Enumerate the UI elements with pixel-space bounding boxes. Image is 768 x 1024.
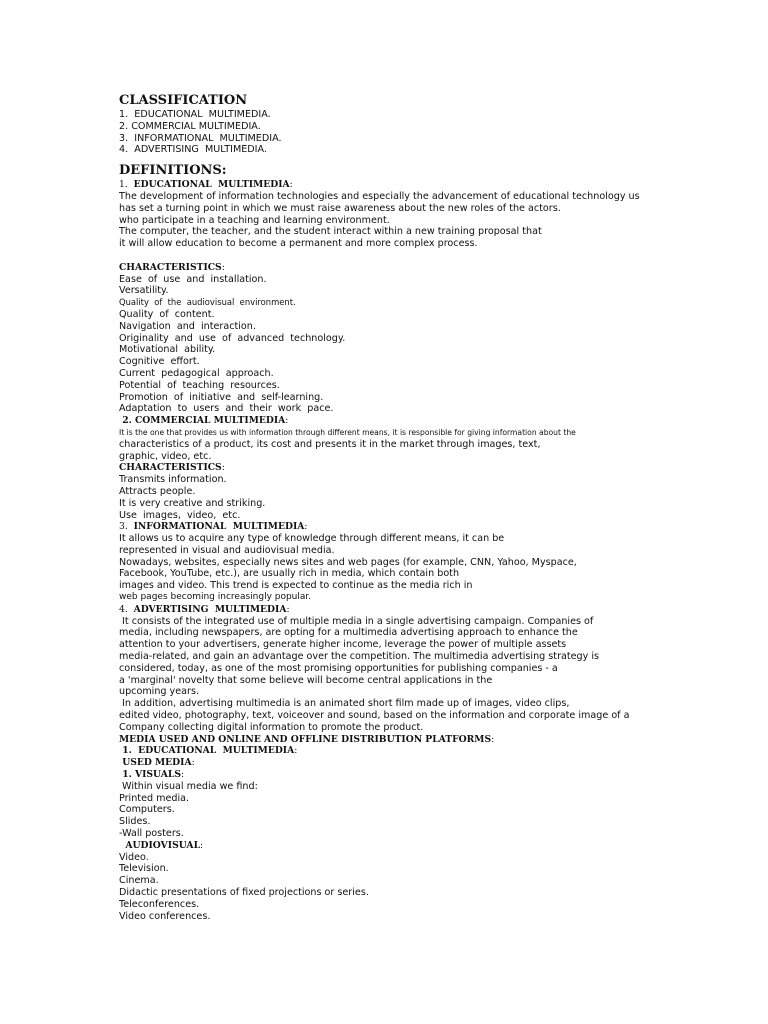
educational-characteristic: Quality of the audiovisual environment. bbox=[119, 297, 296, 308]
classification-item: 2. COMMERCIAL MULTIMEDIA. bbox=[119, 120, 261, 132]
educational-characteristic: Motivational ability. bbox=[119, 344, 216, 356]
colon: : bbox=[191, 757, 195, 769]
definitions-title: DEFINITIONS: bbox=[119, 163, 227, 179]
used-media-text: USED MEDIA bbox=[119, 757, 192, 769]
media-heading bbox=[119, 734, 679, 746]
commercial-characteristic: It is very creative and striking. bbox=[119, 497, 266, 509]
media-subheading-text: 1. EDUCATIONAL MULTIMEDIA bbox=[119, 745, 295, 757]
visuals-text: 1. VISUALS bbox=[119, 769, 182, 781]
educational-characteristic: Ease of use and installation. bbox=[119, 273, 267, 285]
classification-item: 3. INFORMATIONAL MULTIMEDIA. bbox=[119, 132, 282, 144]
visual-item: -Wall posters. bbox=[119, 828, 184, 840]
visuals-heading bbox=[119, 769, 679, 781]
colon: : bbox=[221, 462, 225, 474]
educational-text-line: The development of information technologies and especially the advancement of educational technology us bbox=[119, 190, 640, 202]
colon: : bbox=[294, 745, 298, 757]
informational-text-line: web pages becoming increasingly popular. bbox=[119, 592, 312, 603]
commercial-characteristics-label: CHARACTERISTICS bbox=[119, 462, 222, 474]
educational-heading-text: EDUCATIONAL MULTIMEDIA bbox=[133, 179, 290, 191]
advertising-text-line: attention to your advertisers, generate higher income, leverage the power of multiple assets bbox=[119, 639, 567, 651]
advertising-text-line: a 'marginal' novelty that some believe will become central applications in the bbox=[119, 674, 493, 686]
educational-text-line: The computer, the teacher, and the student interact within a new training proposal that bbox=[119, 226, 542, 238]
audiovisual-item: Cinema. bbox=[119, 875, 159, 887]
informational-heading-text: INFORMATIONAL MULTIMEDIA bbox=[133, 521, 305, 533]
audiovisual-item: Teleconferences. bbox=[119, 898, 200, 910]
audiovisual-item: Video conferences. bbox=[119, 910, 211, 922]
audiovisual-text: AUDIOVISUAL bbox=[119, 839, 201, 851]
educational-characteristic: Adaptation to users and their work pace. bbox=[119, 403, 334, 415]
colon: : bbox=[286, 603, 290, 615]
visual-item: Printed media. bbox=[119, 792, 190, 804]
educational-characteristic: Cognitive effort. bbox=[119, 356, 200, 368]
educational-characteristic: Quality of content. bbox=[119, 308, 215, 320]
classification-item: 1. EDUCATIONAL MULTIMEDIA. bbox=[119, 109, 271, 120]
colon: : bbox=[491, 733, 495, 745]
informational-heading bbox=[119, 521, 679, 533]
informational-heading-num: 3. bbox=[119, 521, 134, 533]
educational-characteristics-heading bbox=[119, 262, 679, 274]
visual-intro: Within visual media we find: bbox=[119, 780, 258, 792]
visual-item: Computers. bbox=[119, 804, 175, 816]
advertising-text-line: media, including newspapers, are opting for a multimedia advertising approach to enhance the bbox=[119, 627, 578, 639]
informational-text-line: Facebook, YouTube, etc.), are usually rich in media, which contain both bbox=[119, 568, 460, 580]
educational-heading bbox=[119, 179, 679, 191]
educational-text-line: has set a turning point in which we must raise awareness about the new roles of the actors. bbox=[119, 202, 561, 214]
audiovisual-item: Video. bbox=[119, 851, 149, 863]
commercial-characteristics-heading bbox=[119, 462, 679, 474]
informational-text-line: images and video. This trend is expected to continue as the media rich in bbox=[119, 580, 473, 592]
advertising-text-line: edited video, photography, text, voiceover and sound, based on the information and corporate image of a bbox=[119, 710, 630, 722]
advertising-text-line: In addition, advertising multimedia is an animated short film made up of images, video clips, bbox=[119, 698, 570, 710]
visual-item: Slides. bbox=[119, 816, 151, 828]
classification-list bbox=[119, 109, 679, 156]
educational-text-line: who participate in a teaching and learning environment. bbox=[119, 214, 390, 226]
commercial-characteristic: Use images, video, etc. bbox=[119, 509, 241, 521]
colon: : bbox=[304, 521, 308, 533]
media-subheading bbox=[119, 745, 679, 757]
informational-text-line: It allows us to acquire any type of knowledge through different means, it can be bbox=[119, 533, 505, 545]
advertising-text-line: It consists of the integrated use of multiple media in a single advertising campaign. Companies of bbox=[119, 615, 594, 627]
educational-characteristic: Navigation and interaction. bbox=[119, 320, 256, 332]
used-media-heading bbox=[119, 757, 679, 769]
audiovisual-heading bbox=[119, 840, 679, 852]
advertising-text-line: media-related, and gain an advantage over the competition. The multimedia advertising strategy is bbox=[119, 651, 600, 663]
advertising-heading bbox=[119, 604, 679, 616]
advertising-heading-text: ADVERTISING MULTIMEDIA bbox=[133, 603, 287, 615]
audiovisual-item: Television. bbox=[119, 863, 169, 875]
commercial-text-line: graphic, video, etc. bbox=[119, 450, 212, 462]
advertising-heading-num: 4. bbox=[119, 603, 134, 615]
commercial-characteristic: Attracts people. bbox=[119, 485, 196, 497]
colon: : bbox=[221, 261, 225, 273]
advertising-text-line: considered, today, as one of the most promising opportunities for publishing companies - a bbox=[119, 662, 558, 674]
educational-text-line: it will allow education to become a permanent and more complex process. bbox=[119, 238, 478, 250]
educational-characteristic: Versatility. bbox=[119, 285, 169, 297]
informational-text-line: represented in visual and audiovisual media. bbox=[119, 544, 335, 556]
commercial-text-line: characteristics of a product, its cost and presents it in the market through images, text, bbox=[119, 438, 541, 450]
document-page bbox=[119, 92, 679, 922]
educational-heading-num: 1. bbox=[119, 179, 134, 191]
classification-item: 4. ADVERTISING MULTIMEDIA. bbox=[119, 144, 267, 156]
classification-title: CLASSIFICATION bbox=[119, 93, 248, 108]
commercial-heading bbox=[119, 415, 679, 427]
advertising-text-line: upcoming years. bbox=[119, 686, 199, 698]
educational-characteristics-label: CHARACTERISTICS bbox=[119, 261, 222, 273]
commercial-heading-text: 2. COMMERCIAL MULTIMEDIA bbox=[119, 415, 286, 427]
advertising-text-line: Company collecting digital information to promote the product. bbox=[119, 721, 424, 733]
commercial-characteristic: Transmits information. bbox=[119, 474, 227, 486]
educational-characteristic: Potential of teaching resources. bbox=[119, 379, 280, 391]
educational-characteristic: Originality and use of advanced technology. bbox=[119, 332, 346, 344]
colon: : bbox=[181, 769, 185, 781]
commercial-text-small: It is the one that provides us with information through different means, it is responsible for giving information about the bbox=[119, 427, 576, 437]
educational-heading-colon: : bbox=[289, 179, 293, 191]
informational-text-line: Nowadays, websites, especially news sites and web pages (for example, CNN, Yahoo, Myspace, bbox=[119, 556, 577, 568]
media-heading-text: MEDIA USED AND ONLINE AND OFFLINE DISTRIBUTION PLATFORMS bbox=[119, 733, 492, 745]
colon: : bbox=[285, 415, 289, 427]
educational-characteristic: Promotion of initiative and self-learning. bbox=[119, 391, 324, 403]
audiovisual-item: Didactic presentations of fixed projections or series. bbox=[119, 887, 369, 898]
educational-characteristic: Current pedagogical approach. bbox=[119, 367, 274, 379]
colon: : bbox=[200, 839, 204, 851]
